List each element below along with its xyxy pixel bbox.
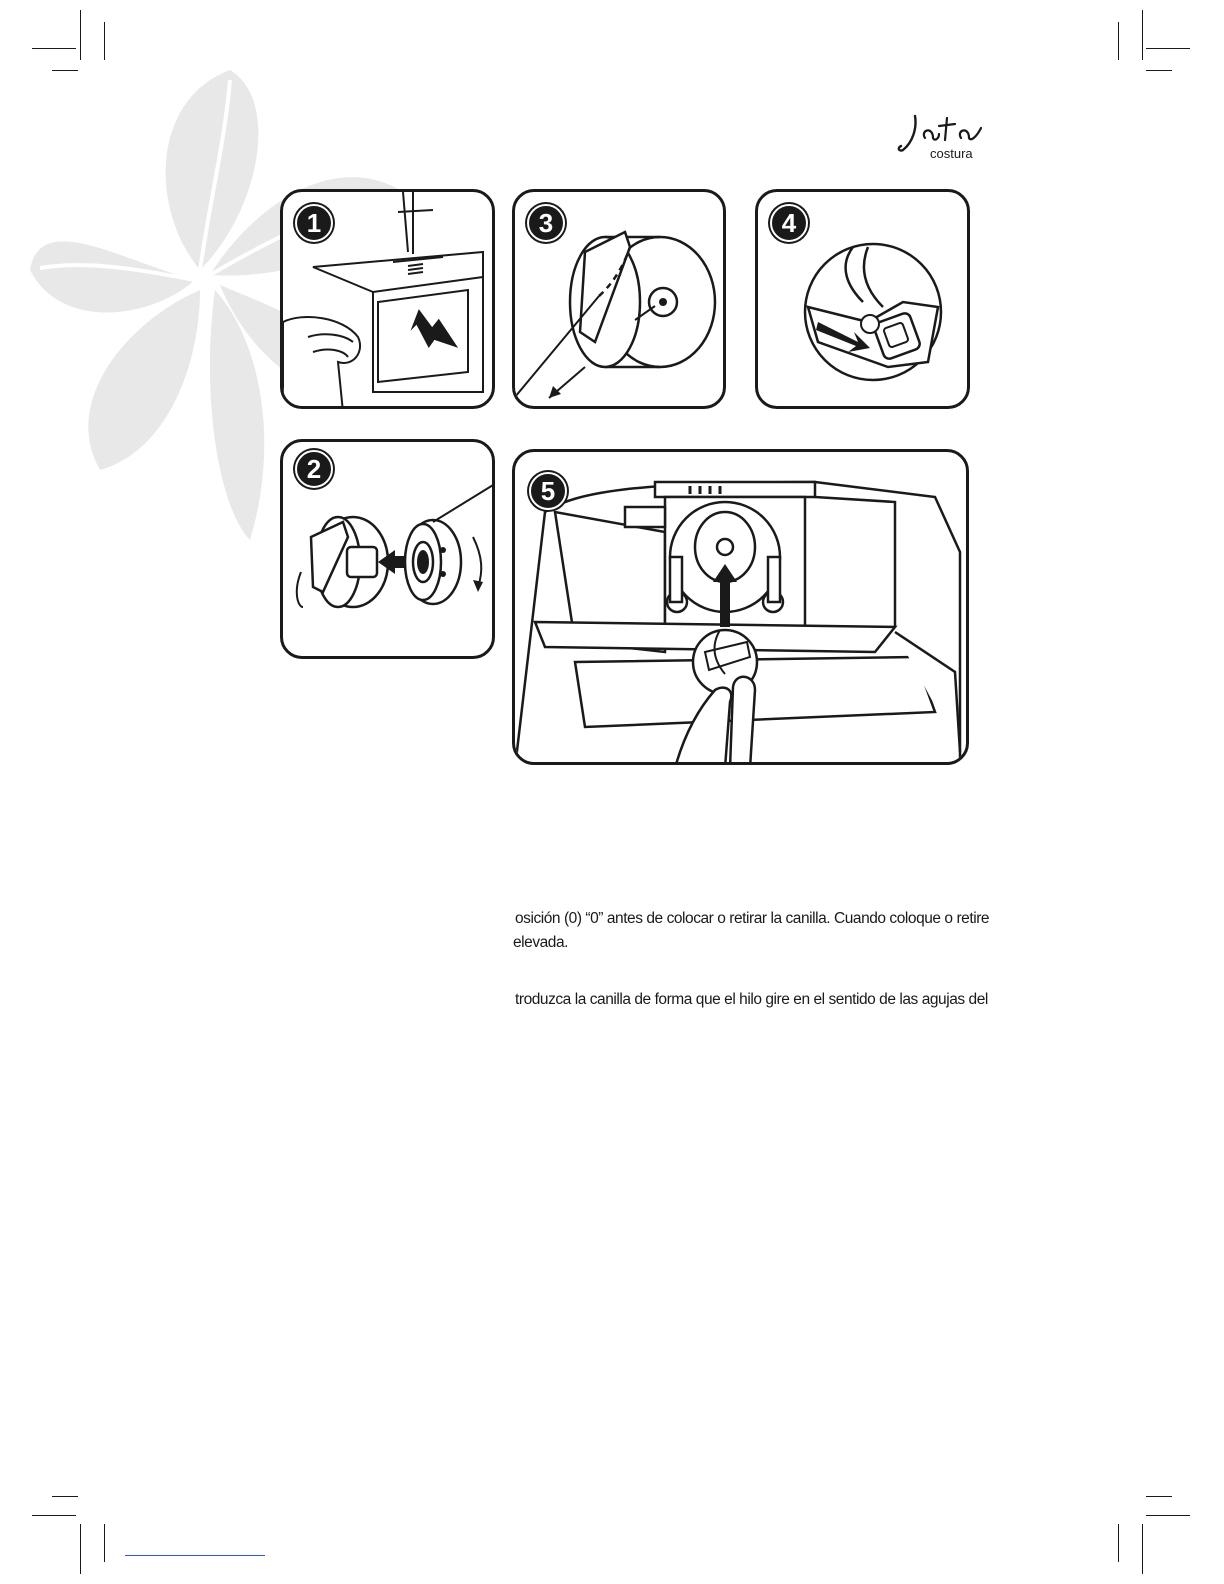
step-5-number: 5	[529, 472, 567, 510]
brand-logo	[895, 108, 985, 164]
brand-subtitle: costura	[930, 146, 973, 161]
step-4-panel	[755, 189, 970, 409]
step-2-number: 2	[295, 450, 333, 488]
body-text-line-3: troduzca la canilla de forma que el hilo gire en el sentido de las agujas del	[515, 991, 988, 1008]
body-text-line-1: osición (0) “0” antes de colocar o retirar la canilla. Cuando coloque o retire	[515, 910, 990, 927]
step-3-number: 3	[527, 204, 565, 242]
link-underline	[125, 1555, 265, 1556]
step-1-panel	[280, 189, 495, 409]
step-5-illustration	[515, 452, 969, 765]
step-2-panel	[280, 439, 495, 659]
step-4-number: 4	[770, 204, 808, 242]
body-text-line-2: elevada.	[513, 934, 569, 951]
step-3-panel	[512, 189, 726, 409]
step-1-number: 1	[295, 204, 333, 242]
step-5-panel	[512, 449, 969, 765]
